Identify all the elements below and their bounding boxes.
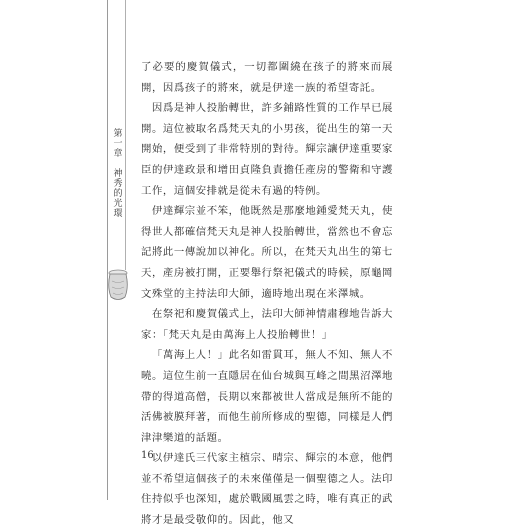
vase-ornament-icon — [104, 267, 132, 303]
chapter-title: 神秀的光環 — [111, 168, 122, 218]
chapter-label: 第一章 — [111, 128, 122, 158]
paragraph: 在祭祀和慶賀儀式上，法印大師神情肅穆地告訴大家：「梵天丸是由萬海上人投胎轉世！」 — [141, 308, 393, 341]
paragraph: 「萬海上人！」此名如雷貫耳，無人不知、無人不曉。這位生前一直隱居在仙台城與互峰之間黑沼澤地帶的得道高僧，長期以來都被世人當成是無所不能的活佛被膜拜著，而他生前所修成的聖德，同樣是人們津津樂道的話題。 — [141, 349, 393, 444]
paragraph: 伊達輝宗並不笨，他既然是那麼地鍾愛梵天丸，使得世人都確信梵天丸是神人投胎轉世，當然也不會忘記將此一傳說加以神化。所以，在梵天丸出生的第七天，產房被打開，正要舉行祭祀儀式的時候，原龜岡文殊堂的主持法印大師，適時地出現在米澤城。 — [141, 205, 393, 300]
paragraph: 因爲是神人投胎轉世，許多鋪路性質的工作早已展開。這位被取名爲梵天丸的小男孩，從出生的第一天開始，便受到了非常特別的對待。輝宗讓伊達重要家臣的伊達政景和增田貞隆負責擔任產房的警衛和守護工作，這個安排就是從未有過的特例。 — [141, 102, 393, 197]
paragraph: 了必要的慶賀儀式，一切都圍繞在孩子的將來而展開，因爲孩子的將來，就是伊達一族的希望寄託。 — [141, 61, 393, 94]
margin-rule — [107, 0, 108, 500]
chapter-side-tab — [110, 128, 123, 250]
paragraph: 以伊達氏三代家主植宗、晴宗、輝宗的本意，他們並不希望這個孩子的未來僅僅是一個聖德之人。法印住持似乎也深知，處於戰國風雲之時，唯有真正的武將才是最受敬仰的。因此，他又 — [141, 452, 393, 527]
page-number: 16 — [141, 450, 154, 461]
margin-rule-inner — [125, 0, 126, 270]
body-text — [141, 57, 393, 531]
